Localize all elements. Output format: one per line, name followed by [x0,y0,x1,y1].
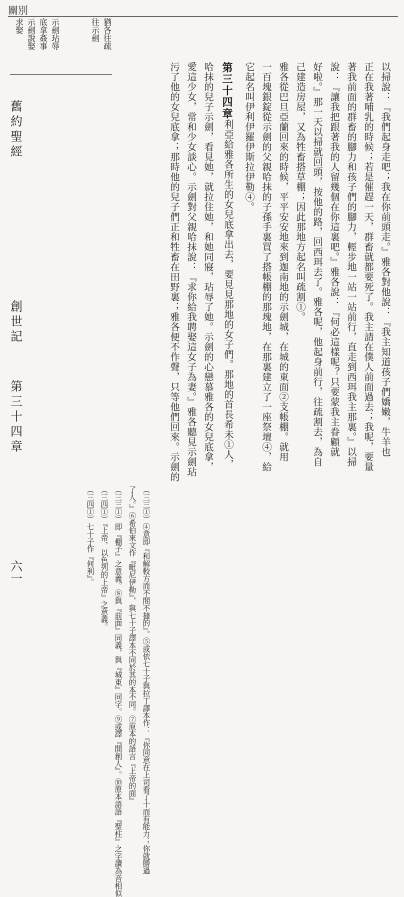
text-column: 說：『讓我把跟著我的人留幾個在你這裏吧。』雅各說：『何必這樣呢？只要蒙我主眷顧就 [328,62,339,458]
xref-note: 猶各往疏 [103,18,112,50]
footnote: 了人。』⑥希伯來文作『毗尼伊勒』，與七十子譯本不同於其的本不同。⑦原本的語言『上帝的面』 [128,486,137,805]
book-name: 創世記 [9,300,23,345]
chapter-opening-text: 利亞給雅各所生的女兒底拿出去，要見見那地的女子們。那地的首長希未①人， [222,119,233,470]
text-column: 正在我著哺乳的時候；若是催趕一天，群畜就都要死了。我主請在僕人前面過去；我呢，要量 [362,62,373,472]
xref-note: 往示劍 [91,18,100,42]
footnote: （三三①）④意即『和解較方而不間不撻的』。⑤或依七十子與拉丁譯本作：『你同意在上司看了十而有能力；你就勝過 [142,486,151,875]
footnote: （三四①）七十子作『何利』。 [86,486,95,586]
text-column: 以掃說：『我們起身走吧；我在你前頭走。』雅各對他說：『我主知道孩子們嬌嫩，牛羊也 [379,62,390,458]
xref-note: 示劍說娶 [27,18,36,50]
text-column: 哈抹的兒子示劍，看見她，就拉住她，和她同寢，玷辱了她。示劍的心戀慕雅各的女兒底拿， [202,62,213,472]
xref-note: 求娶 [15,18,24,34]
xref-note: 示劍玷辱 [51,18,60,50]
xref-note: 底拿姦事 [39,18,48,50]
text-column: 一百塊銀錠從示劍的父親哈抹的子孫手裏買了搭帳棚的那塊地，在那裏建立了一座祭壇④，給 [260,62,271,472]
text-column: 著我前面的群畜的腳力和孩子們的腳力，輕步地一站一站前行，直走到西珥我主那裏。』以掃 [345,62,356,468]
chapter-label: 第三十四章 [9,380,23,455]
page-number: 六一 [9,560,23,584]
footnote: （三三①）即『棚子』之意義。⑧與『前面』同義，與『城東』同字。⑨或譯『開創人』。⑩原本語語『聖柱』之字讀為音相似 [114,486,123,897]
text-column: 己建造房屋，又為牲畜搭草棚；因此那地方起名叫疏割①。 [294,62,305,322]
text-column: 好啦。』那一天以掃就回頭，按他的路，回西珥去了。雅各呢，他起身前行，往疏割去，為自 [311,62,322,468]
text-column: 雅各從巴旦亞蘭回來的時候，平平安安地來到迦南地的示劍城，在城的東面②支帳棚。就用 [277,62,288,462]
chapter-column [218,62,236,502]
footnote: （三四①）『上帝，以色列的上帝』之意義。 [100,486,109,631]
running-title: 舊約聖經 [9,100,23,160]
text-column: 污了他的女兒底拿；那時他的兒子們正和牲畜在田野裏；雅各便不作聲，只等他們回來。示劍的 [168,62,179,482]
text-column: 愛這少女，常和少女談心。示劍對父親哈抹說：『求你給我聘娶這女子為妻。』雅各聽見示劍玷 [185,62,196,478]
text-column: 它起名叫伊利伊羅伊斯拉伊勒④。 [243,62,254,212]
chapter-heading: 第三十四章 [221,62,233,120]
section-header: 關別 [8,6,28,17]
